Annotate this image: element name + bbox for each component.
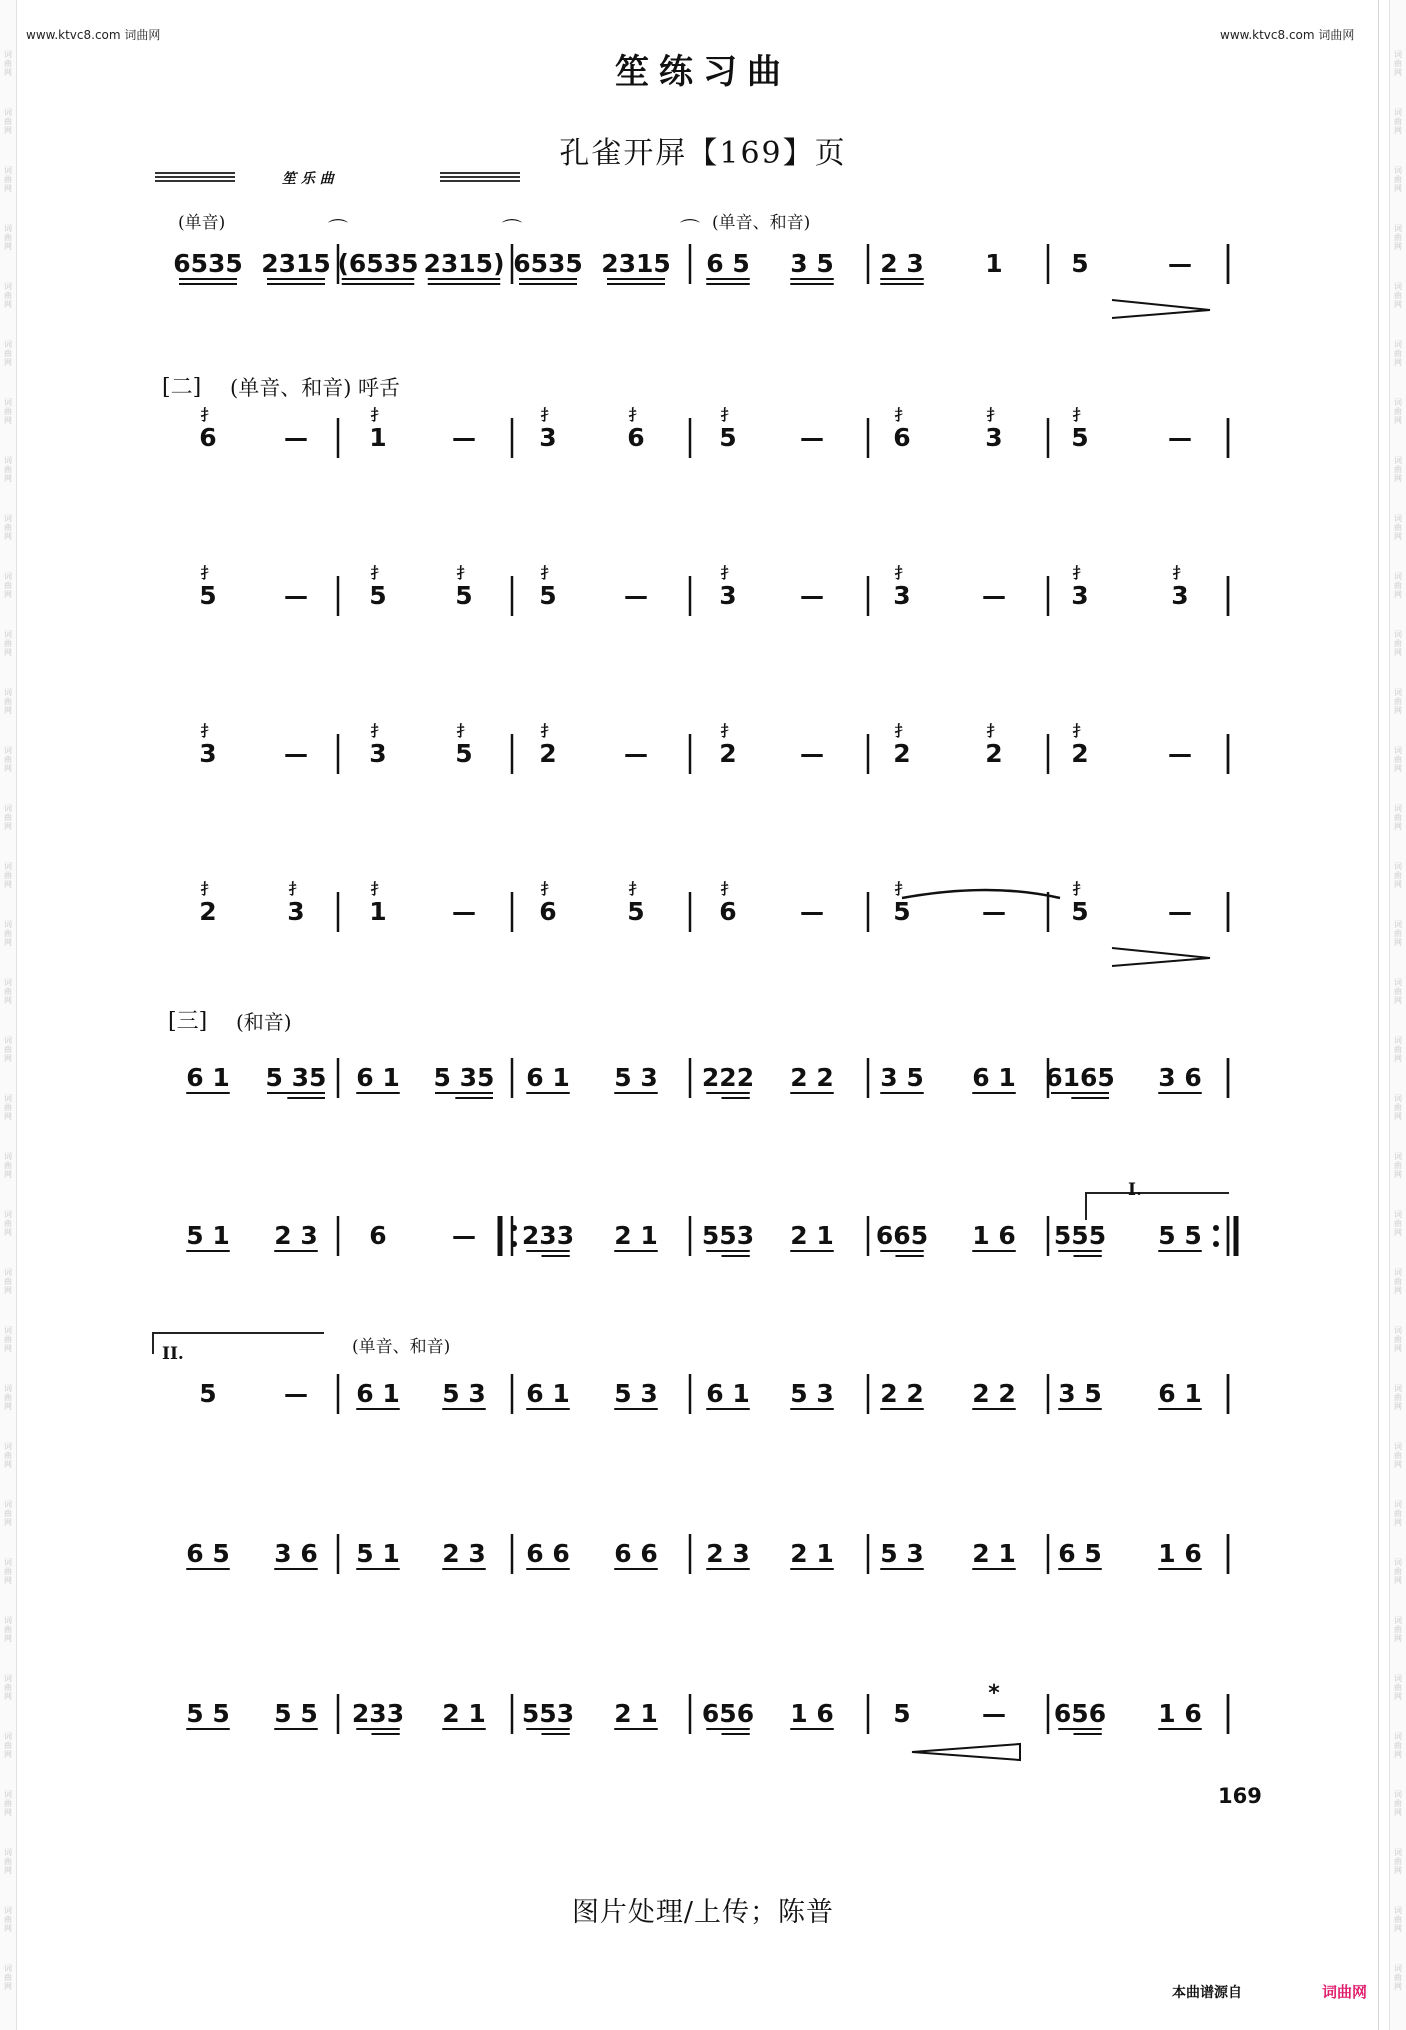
note-group: 5 3 — [442, 1379, 486, 1408]
watermark-char: 词 曲 网 — [1394, 1906, 1402, 1933]
note-group: 5 3 — [614, 1063, 658, 1092]
note-group: 3 5 — [790, 249, 834, 278]
tongue-mark: 扌 — [1072, 406, 1088, 424]
note-group: 5 — [455, 581, 473, 610]
note-group: 2 — [719, 739, 737, 768]
note-group: — — [1168, 740, 1192, 768]
note-group: — — [624, 740, 648, 768]
note-group: 3 6 — [1158, 1063, 1202, 1092]
tongue-mark: 扌 — [200, 722, 216, 740]
watermark-char: 词 曲 网 — [1394, 514, 1402, 541]
watermark-char: 词 曲 网 — [1394, 862, 1402, 889]
note-group: 5 — [627, 897, 645, 926]
watermark-char: 词 曲 网 — [1394, 1094, 1402, 1121]
tongue-mark: 扌 — [200, 564, 216, 582]
watermark-char: 词 曲 网 — [4, 1210, 12, 1237]
tongue-mark: 扌 — [894, 564, 910, 582]
tongue-mark: 扌 — [986, 722, 1002, 740]
note-group: 2 1 — [614, 1221, 658, 1250]
note-group: 6535 — [513, 249, 583, 278]
note-group: 5 — [369, 581, 387, 610]
watermark-char: 词 曲 网 — [1394, 456, 1402, 483]
note-group: 6 5 — [186, 1539, 230, 1568]
note-group: 5 — [893, 1699, 911, 1728]
watermark-char: 词 曲 网 — [1394, 1036, 1402, 1063]
note-group: — — [452, 1222, 476, 1250]
watermark-char: 词 曲 网 — [1394, 1152, 1402, 1179]
note-group: — — [452, 898, 476, 926]
annotation-section-3: (和音) — [236, 1010, 292, 1034]
note-group: 3 — [985, 423, 1003, 452]
watermark-char: 词 曲 网 — [1394, 108, 1402, 135]
note-group: 6 1 — [356, 1379, 400, 1408]
fermata-mark: ⌒ — [680, 217, 700, 241]
watermark-char: 词 曲 网 — [1394, 224, 1402, 251]
watermark-char: 词 曲 网 — [1394, 1210, 1402, 1237]
watermark-char: 词 曲 网 — [4, 862, 12, 889]
note-group: 3 — [1071, 581, 1089, 610]
note-group: — — [284, 1380, 308, 1408]
watermark-char: 词 曲 网 — [1394, 1268, 1402, 1295]
note-group: 6 6 — [526, 1539, 570, 1568]
score-title: 笙练习曲 — [615, 52, 791, 92]
note-group: 233 — [351, 1699, 405, 1728]
watermark-char: 词 曲 网 — [1394, 572, 1402, 599]
note-group: 6 — [539, 897, 557, 926]
note-group: (6535 — [337, 249, 419, 278]
note-group: — — [1168, 250, 1192, 278]
note-group: 656 — [1053, 1699, 1107, 1728]
annotation-section-2: (单音、和音) 呼舌 — [230, 376, 401, 400]
note-group: 2 2 — [790, 1063, 834, 1092]
tongue-mark: 扌 — [628, 406, 644, 424]
tongue-mark: 扌 — [894, 880, 910, 898]
watermark-char: 词 曲 网 — [4, 920, 12, 947]
note-group: 5 3 — [614, 1379, 658, 1408]
watermark-char: 词 曲 网 — [4, 166, 12, 193]
section-label-2: [二] — [162, 375, 202, 400]
note-group: 5 5 — [186, 1699, 230, 1728]
note-group: 6 — [369, 1221, 387, 1250]
note-group: 2 1 — [614, 1699, 658, 1728]
note-group: 2 — [985, 739, 1003, 768]
note-group: — — [284, 740, 308, 768]
watermark-char: 词 曲 网 — [4, 50, 12, 77]
watermark-char: 词 曲 网 — [4, 746, 12, 773]
watermark-char: 词 曲 网 — [4, 1384, 12, 1411]
note-group: 5 — [199, 1379, 217, 1408]
site-tag-right[interactable]: www.ktvc8.com 词曲网 — [1220, 28, 1355, 42]
tongue-mark: 扌 — [720, 564, 736, 582]
note-group: 3 — [1171, 581, 1189, 610]
watermark-char: 词 曲 网 — [4, 1558, 12, 1585]
note-group: 1 6 — [1158, 1539, 1202, 1568]
annotation-single-harmony-2: (单音、和音) — [352, 1337, 451, 1357]
watermark-char: 词 曲 网 — [1394, 1326, 1402, 1353]
note-group: — — [1168, 898, 1192, 926]
watermark-char: 词 曲 网 — [4, 1152, 12, 1179]
note-group: — — [800, 424, 824, 452]
note-group: 6 — [627, 423, 645, 452]
decrescendo-hairpin — [1112, 948, 1210, 966]
footer-brand-link[interactable]: 词曲网 — [1322, 1983, 1368, 2001]
note-group: 665 — [875, 1221, 929, 1250]
note-group: 2 — [1071, 739, 1089, 768]
note-group: 2315 — [261, 249, 331, 278]
tongue-mark: 扌 — [986, 406, 1002, 424]
note-group: 3 5 — [880, 1063, 924, 1092]
note-group: 2 1 — [442, 1699, 486, 1728]
note-group: — — [284, 582, 308, 610]
note-group: 2 2 — [972, 1379, 1016, 1408]
volta-first-label: I. — [1128, 1180, 1142, 1200]
note-group: 3 — [893, 581, 911, 610]
note-group: 553 — [521, 1699, 575, 1728]
note-group: 3 6 — [274, 1539, 318, 1568]
watermark-char: 词 曲 网 — [4, 1848, 12, 1875]
watermark-char: 词 曲 网 — [1394, 920, 1402, 947]
note-group: 1 6 — [790, 1699, 834, 1728]
watermark-char: 词 曲 网 — [1394, 1674, 1402, 1701]
fermata-mark: ⌒ — [328, 217, 348, 241]
note-group: 553 — [701, 1221, 755, 1250]
watermark-char: 词 曲 网 — [4, 630, 12, 657]
watermark-char: 词 曲 网 — [1394, 50, 1402, 77]
watermark-char: 词 曲 网 — [1394, 1964, 1402, 1991]
watermark-char: 词 曲 网 — [1394, 398, 1402, 425]
tongue-mark: 扌 — [200, 880, 216, 898]
annotation-single-tone: (单音) — [178, 213, 226, 233]
watermark-char: 词 曲 网 — [1394, 804, 1402, 831]
watermark-char: 词 曲 网 — [4, 1790, 12, 1817]
tongue-mark: 扌 — [540, 880, 556, 898]
note-group: 5 5 — [274, 1699, 318, 1728]
tongue-mark: 扌 — [1172, 564, 1188, 582]
tongue-mark: 扌 — [200, 406, 216, 424]
repeat-dot — [511, 1241, 517, 1247]
note-group: 3 5 — [1058, 1379, 1102, 1408]
note-group: 3 — [369, 739, 387, 768]
note-group: 2 — [199, 897, 217, 926]
annotation-single-harmony: (单音、和音) — [712, 213, 811, 233]
star-mark: * — [988, 1681, 1000, 1706]
note-group: 2315 — [601, 249, 671, 278]
note-group: — — [800, 582, 824, 610]
tongue-mark: 扌 — [370, 880, 386, 898]
note-group: 5 35 — [265, 1063, 327, 1092]
note-group: 2 3 — [442, 1539, 486, 1568]
watermark-char: 词 曲 网 — [1394, 166, 1402, 193]
watermark-char: 词 曲 网 — [4, 1732, 12, 1759]
watermark-char: 词 曲 网 — [1394, 688, 1402, 715]
repeat-dot — [1213, 1241, 1219, 1247]
watermark-char: 词 曲 网 — [4, 688, 12, 715]
watermark-char: 词 曲 网 — [4, 398, 12, 425]
note-group: 5 1 — [186, 1221, 230, 1250]
footer-source-label: 本曲谱源自 — [1172, 1985, 1242, 2001]
tongue-mark: 扌 — [370, 564, 386, 582]
watermark-char: 词 曲 网 — [4, 1094, 12, 1121]
tongue-mark: 扌 — [1072, 564, 1088, 582]
section-label-3: [三] — [168, 1009, 208, 1034]
page-number: 169 — [1218, 1784, 1262, 1808]
tongue-mark: 扌 — [540, 406, 556, 424]
note-group: 5 3 — [880, 1539, 924, 1568]
repeat-dot — [511, 1225, 517, 1231]
decrescendo-hairpin — [1112, 300, 1210, 318]
note-group: 5 — [1071, 423, 1089, 452]
watermark-char: 词 曲 网 — [1394, 746, 1402, 773]
watermark-char: 词 曲 网 — [4, 1500, 12, 1527]
note-group: 5 3 — [790, 1379, 834, 1408]
watermark-char: 词 曲 网 — [4, 108, 12, 135]
watermark-char: 词 曲 网 — [1394, 1790, 1402, 1817]
watermark-char: 词 曲 网 — [4, 1442, 12, 1469]
note-group: 6 — [719, 897, 737, 926]
watermark-char: 词 曲 网 — [4, 978, 12, 1005]
tongue-mark: 扌 — [1072, 880, 1088, 898]
note-group: 6 — [893, 423, 911, 452]
note-group: 3 — [719, 581, 737, 610]
note-group: 2 1 — [790, 1221, 834, 1250]
watermark-char: 词 曲 网 — [1394, 1500, 1402, 1527]
watermark-char: 词 曲 网 — [4, 1326, 12, 1353]
note-group: 1 — [369, 423, 387, 452]
note-group: 2 1 — [790, 1539, 834, 1568]
tongue-mark: 扌 — [456, 722, 472, 740]
site-tag-left[interactable]: www.ktvc8.com 词曲网 — [26, 28, 161, 42]
tongue-mark: 扌 — [1072, 722, 1088, 740]
note-group: 5 — [1071, 897, 1089, 926]
note-group: — — [1168, 424, 1192, 452]
note-group: — — [800, 898, 824, 926]
watermark-char: 词 曲 网 — [4, 224, 12, 251]
watermark-char: 词 曲 网 — [1394, 282, 1402, 309]
note-group: 5 — [1071, 249, 1089, 278]
volta-second-label: II. — [162, 1344, 184, 1364]
note-group: 2 3 — [274, 1221, 318, 1250]
note-group: 6 1 — [1158, 1379, 1202, 1408]
watermark-char: 词 曲 网 — [4, 572, 12, 599]
watermark-char: 词 曲 网 — [4, 340, 12, 367]
note-group: 6 1 — [706, 1379, 750, 1408]
note-group: 5 — [539, 581, 557, 610]
fermata-mark: ⌒ — [502, 217, 522, 241]
note-group: 2 — [539, 739, 557, 768]
note-group: 5 1 — [356, 1539, 400, 1568]
tongue-mark: 扌 — [720, 880, 736, 898]
note-group: — — [624, 582, 648, 610]
note-group: 6 1 — [972, 1063, 1016, 1092]
note-group: — — [284, 424, 308, 452]
watermark-char: 词 曲 网 — [4, 514, 12, 541]
note-group: — — [982, 1700, 1006, 1728]
note-group: 6 1 — [186, 1063, 230, 1092]
watermark-char: 词 曲 网 — [1394, 1442, 1402, 1469]
tongue-mark: 扌 — [456, 564, 472, 582]
watermark-char: 词 曲 网 — [1394, 630, 1402, 657]
note-group: — — [800, 740, 824, 768]
note-group: 3 — [287, 897, 305, 926]
note-group: 1 6 — [1158, 1699, 1202, 1728]
note-group: 2 — [893, 739, 911, 768]
watermark-char: 词 曲 网 — [4, 1674, 12, 1701]
note-group: 6 5 — [1058, 1539, 1102, 1568]
note-group: 5 35 — [433, 1063, 495, 1092]
book-header: 笙 乐 曲 — [282, 171, 334, 187]
note-group: 222 — [701, 1063, 755, 1092]
note-group: — — [452, 424, 476, 452]
note-group: 5 — [199, 581, 217, 610]
watermark-char: 词 曲 网 — [1394, 978, 1402, 1005]
score-subtitle: 孔雀开屏【169】页 — [559, 136, 847, 171]
note-group: 555 — [1053, 1221, 1107, 1250]
tongue-mark: 扌 — [540, 722, 556, 740]
note-group: 6 1 — [526, 1379, 570, 1408]
tongue-mark: 扌 — [540, 564, 556, 582]
note-group: 3 — [199, 739, 217, 768]
note-group: 5 — [719, 423, 737, 452]
tongue-mark: 扌 — [288, 880, 304, 898]
watermark-char: 词 曲 网 — [1394, 1558, 1402, 1585]
note-group: — — [982, 898, 1006, 926]
note-group: 3 — [539, 423, 557, 452]
tongue-mark: 扌 — [894, 406, 910, 424]
note-group: 1 — [369, 897, 387, 926]
tie-arc — [902, 890, 1060, 898]
watermark-char: 词 曲 网 — [1394, 1616, 1402, 1643]
note-group: 2 2 — [880, 1379, 924, 1408]
tongue-mark: 扌 — [370, 722, 386, 740]
upload-credit: 图片处理/上传；陈普 — [571, 1897, 835, 1928]
note-group: 1 — [985, 249, 1003, 278]
watermark-char: 词 曲 网 — [4, 282, 12, 309]
watermark-char: 词 曲 网 — [4, 1906, 12, 1933]
note-group: 2 3 — [706, 1539, 750, 1568]
note-group: 6 5 — [706, 249, 750, 278]
tongue-mark: 扌 — [720, 722, 736, 740]
tongue-mark: 扌 — [628, 880, 644, 898]
watermark-char: 词 曲 网 — [4, 1268, 12, 1295]
watermark-char: 词 曲 网 — [4, 456, 12, 483]
watermark-char: 词 曲 网 — [1394, 1848, 1402, 1875]
note-group: 5 5 — [1158, 1221, 1202, 1250]
watermark-char: 词 曲 网 — [1394, 1384, 1402, 1411]
note-group: 6 6 — [614, 1539, 658, 1568]
tongue-mark: 扌 — [720, 406, 736, 424]
tongue-mark: 扌 — [370, 406, 386, 424]
watermark-char: 词 曲 网 — [4, 804, 12, 831]
note-group: 5 — [455, 739, 473, 768]
crescendo-hairpin — [912, 1744, 1020, 1760]
note-group: 1 6 — [972, 1221, 1016, 1250]
watermark-char: 词 曲 网 — [1394, 1732, 1402, 1759]
note-group: 2 1 — [972, 1539, 1016, 1568]
note-group: 233 — [521, 1221, 575, 1250]
note-group: — — [982, 582, 1006, 610]
watermark-char: 词 曲 网 — [4, 1964, 12, 1991]
note-group: 2 3 — [880, 249, 924, 278]
note-group: 5 — [893, 897, 911, 926]
tongue-mark: 扌 — [894, 722, 910, 740]
note-group: 656 — [701, 1699, 755, 1728]
watermark-char: 词 曲 网 — [4, 1036, 12, 1063]
note-group: 6 — [199, 423, 217, 452]
watermark-char: 词 曲 网 — [4, 1616, 12, 1643]
watermark-char: 词 曲 网 — [1394, 340, 1402, 367]
note-group: 6 1 — [526, 1063, 570, 1092]
note-group: 2315) — [423, 249, 505, 278]
note-group: 6 1 — [356, 1063, 400, 1092]
note-group: 6535 — [173, 249, 243, 278]
note-group: 6165 — [1045, 1063, 1115, 1092]
repeat-dot — [1213, 1225, 1219, 1231]
